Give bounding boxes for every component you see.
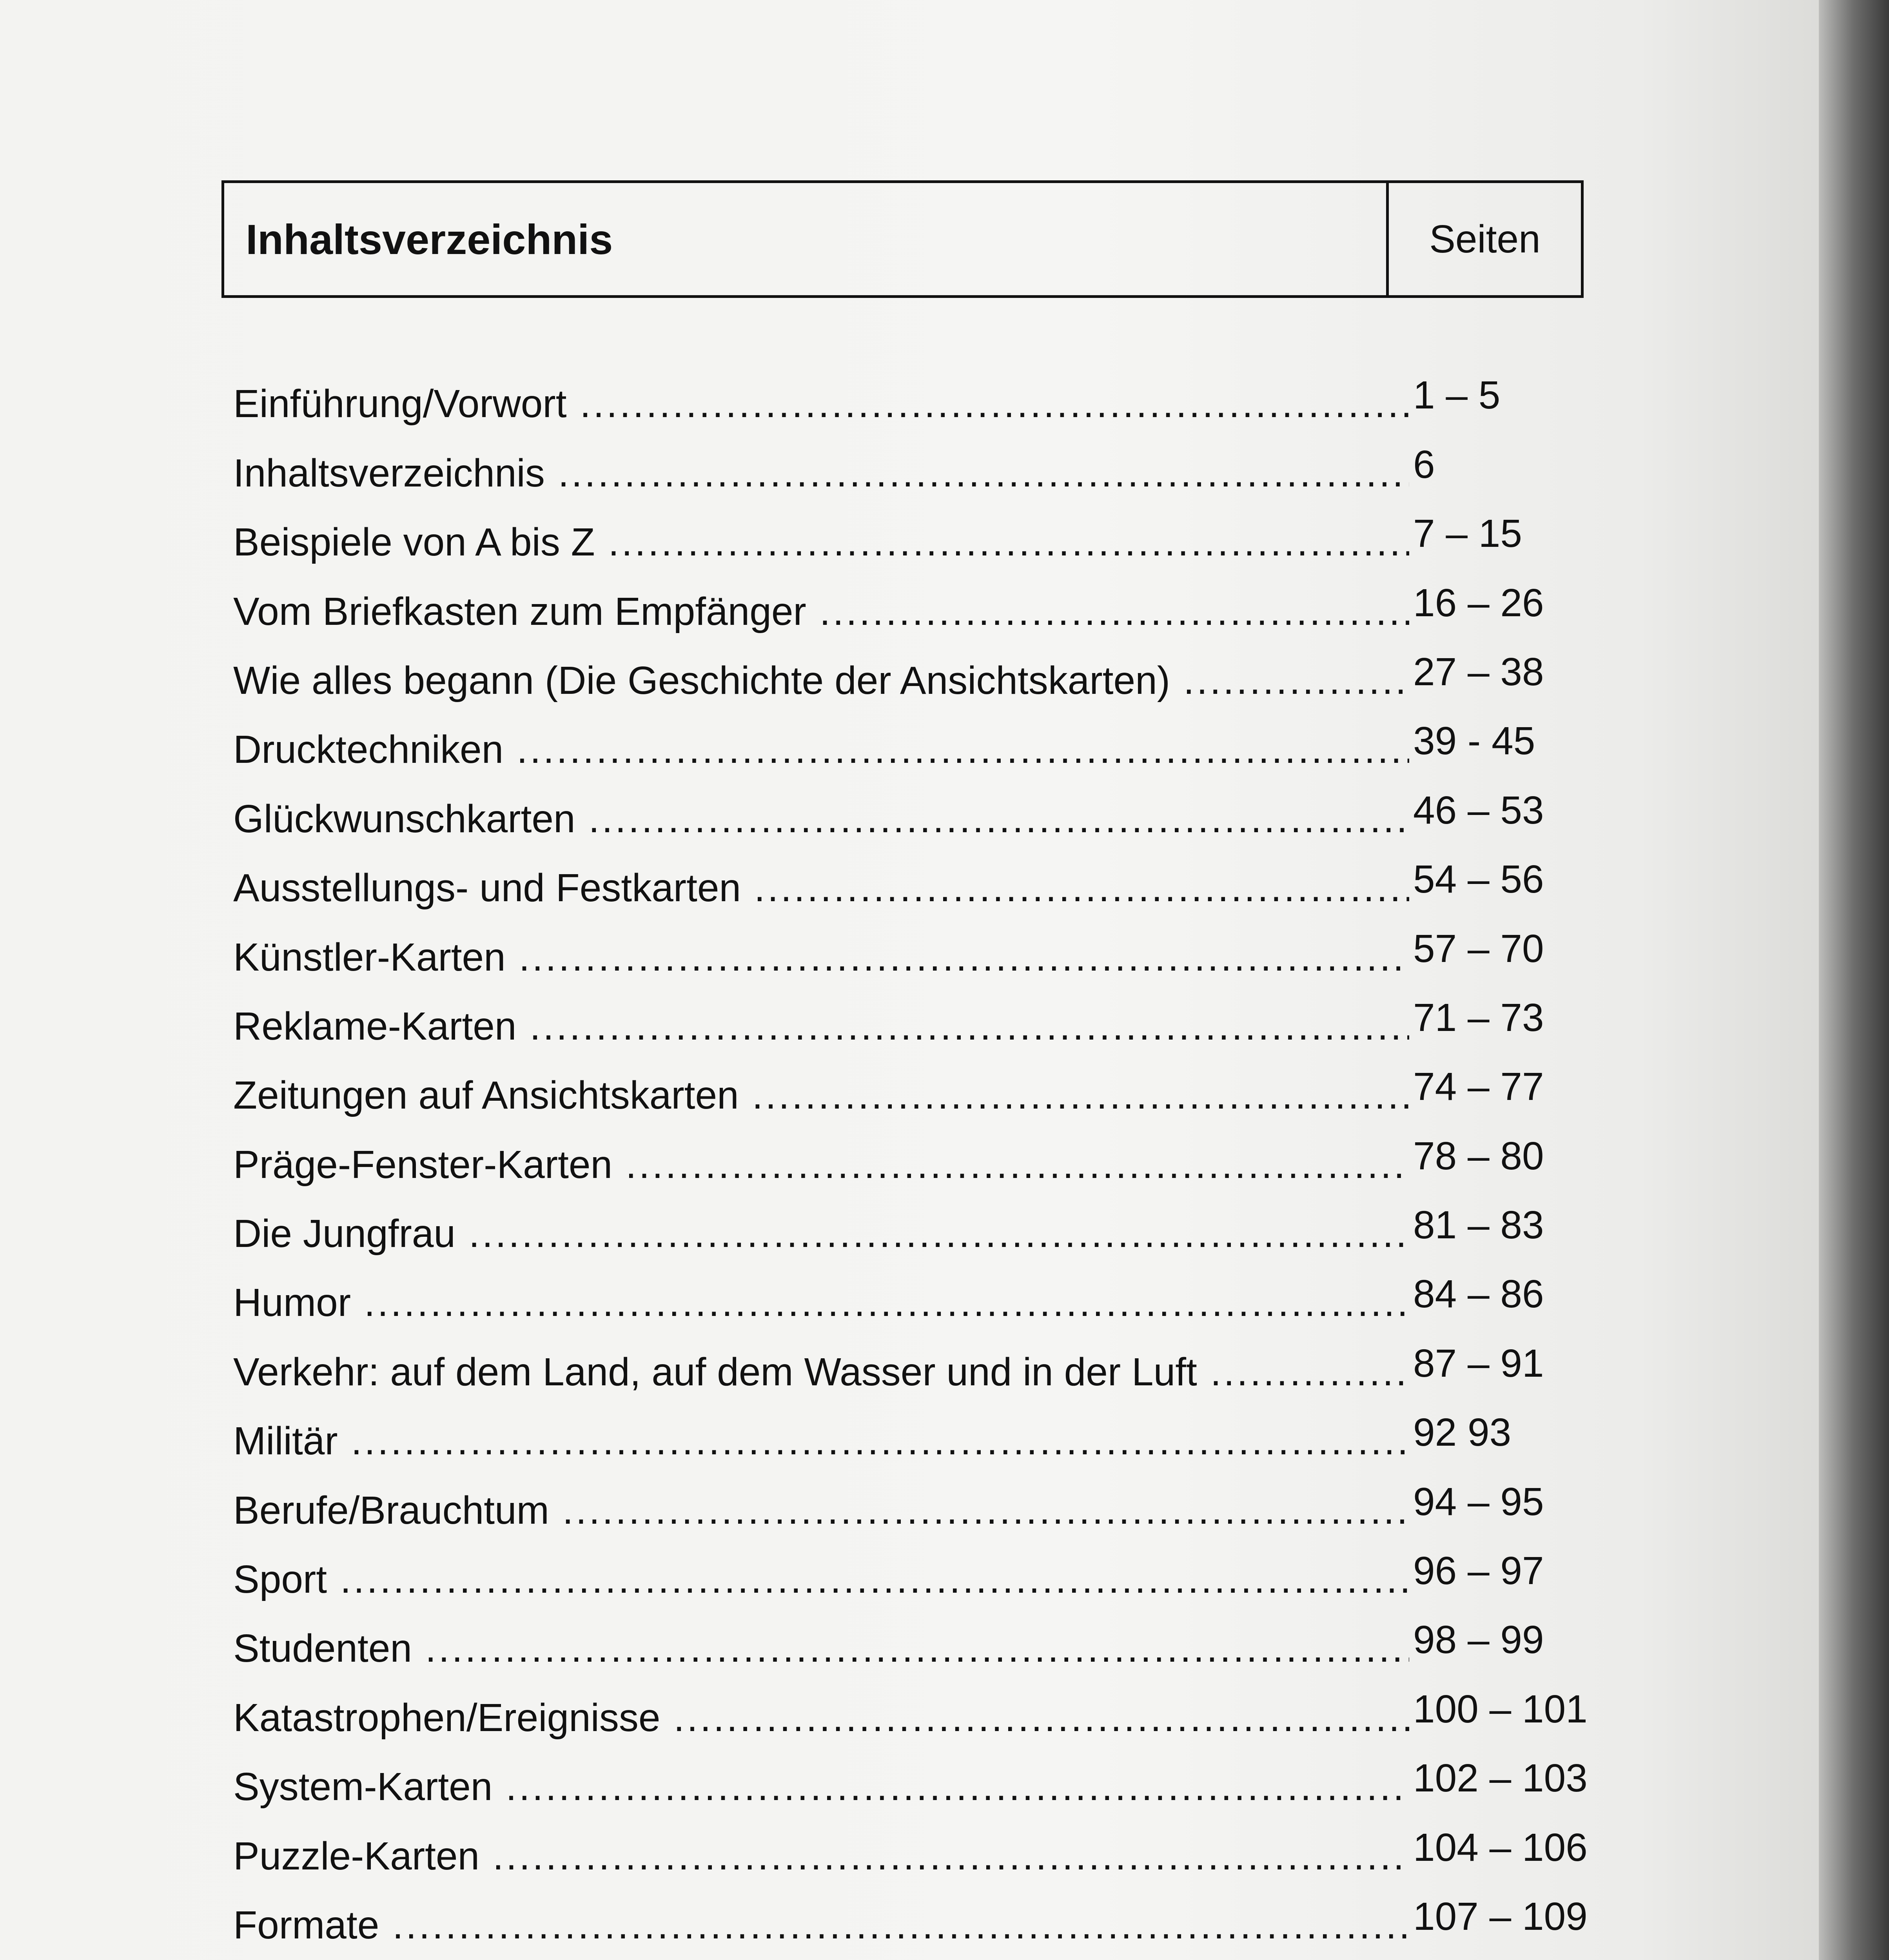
toc-entry-pages: 6 bbox=[1413, 442, 1435, 486]
toc-entry bbox=[233, 576, 1644, 645]
toc-entry-title: Vom Briefkasten zum Empfänger ..... bbox=[233, 589, 1409, 634]
toc-entry bbox=[233, 853, 1644, 922]
toc-entry-pages: 54 – 56 bbox=[1413, 857, 1544, 902]
toc-entry bbox=[233, 1682, 1644, 1751]
toc-entry bbox=[233, 1406, 1644, 1475]
toc-entry-pages: 94 – 95 bbox=[1413, 1479, 1544, 1524]
toc-entry bbox=[233, 1129, 1644, 1198]
toc-entry-pages: 16 – 26 bbox=[1413, 581, 1544, 625]
toc-entry-pages: 102 – 103 bbox=[1413, 1756, 1588, 1800]
toc-entry bbox=[233, 783, 1644, 852]
toc-entry-pages: 107 – 109 bbox=[1413, 1894, 1588, 1938]
toc-entry bbox=[233, 437, 1644, 506]
toc-header-box bbox=[221, 180, 1584, 298]
toc-entry-title: Puzzle-Karten ..... bbox=[233, 1834, 1409, 1879]
toc-entry-title: Glückwunschkarten ..... bbox=[233, 797, 1409, 842]
toc-entry-title: Künstler-Karten ..... bbox=[233, 935, 1409, 980]
toc-heading: Inhaltsverzeichnis bbox=[246, 215, 613, 263]
toc-entry bbox=[233, 368, 1644, 437]
toc-entry-title: Sport ..... bbox=[233, 1557, 1409, 1602]
toc-entry-title: Inhaltsverzeichnis ..... bbox=[233, 451, 1409, 496]
toc-entry-pages: 27 – 38 bbox=[1413, 650, 1544, 694]
toc-entry bbox=[233, 1613, 1644, 1682]
toc-entry-pages: 7 – 15 bbox=[1413, 512, 1522, 556]
toc-entry-pages: 71 – 73 bbox=[1413, 995, 1544, 1040]
toc-entry bbox=[233, 1820, 1644, 1889]
toc-entry-pages: 87 – 91 bbox=[1413, 1341, 1544, 1385]
toc-entry-pages: 1 – 5 bbox=[1413, 373, 1501, 417]
toc-entry-pages: 81 – 83 bbox=[1413, 1203, 1544, 1247]
toc-entry-title: Die Jungfrau ..... bbox=[233, 1211, 1409, 1256]
pages-column-label: Seiten bbox=[1386, 183, 1581, 295]
toc-entry-title: Zeitungen auf Ansichtskarten ..... bbox=[233, 1073, 1409, 1118]
page-edge-shadow bbox=[1819, 0, 1889, 1960]
toc-entry bbox=[233, 1890, 1644, 1959]
toc-entry-pages: 46 – 53 bbox=[1413, 788, 1544, 832]
toc-entry-pages: 98 – 99 bbox=[1413, 1618, 1544, 1662]
toc-entry-pages: 74 – 77 bbox=[1413, 1065, 1544, 1109]
toc-entry bbox=[233, 1267, 1644, 1336]
toc-entry-title: Einführung/Vorwort ..... bbox=[233, 381, 1409, 426]
toc-entry-title: Beispiele von A bis Z ..... bbox=[233, 520, 1409, 565]
toc-entry-title: Wie alles begann (Die Geschichte der Ansichtskarten) ..... bbox=[233, 658, 1409, 703]
toc-entry bbox=[233, 1751, 1644, 1820]
toc-entry bbox=[233, 714, 1644, 783]
toc-entry-pages: 78 – 80 bbox=[1413, 1134, 1544, 1178]
toc-entry bbox=[233, 1060, 1644, 1129]
toc-entry-pages: 39 - 45 bbox=[1413, 719, 1535, 763]
toc-entry-title: Verkehr: auf dem Land, auf dem Wasser und in der Luft ..... bbox=[233, 1350, 1409, 1395]
toc-entry-pages: 96 – 97 bbox=[1413, 1549, 1544, 1593]
toc-entry-title: System-Karten ..... bbox=[233, 1764, 1409, 1809]
toc-entry-pages: 104 – 106 bbox=[1413, 1825, 1588, 1869]
toc-entry-title: Ausstellungs- und Festkarten ..... bbox=[233, 866, 1409, 911]
table-of-contents bbox=[233, 368, 1644, 1960]
toc-entry bbox=[233, 991, 1644, 1060]
toc-entry-title: Militär ..... bbox=[233, 1419, 1409, 1464]
toc-entry bbox=[233, 1336, 1644, 1405]
toc-entry-title: Präge-Fenster-Karten ..... bbox=[233, 1142, 1409, 1187]
toc-entry-pages: 84 – 86 bbox=[1413, 1272, 1544, 1316]
toc-entry-title: Katastrophen/Ereignisse ..... bbox=[233, 1695, 1409, 1740]
toc-entry-pages: 100 – 101 bbox=[1413, 1687, 1588, 1731]
toc-entry-title: Drucktechniken ..... bbox=[233, 727, 1409, 772]
toc-entry-title: Berufe/Brauchtum ..... bbox=[233, 1488, 1409, 1533]
toc-entry bbox=[233, 1544, 1644, 1613]
toc-entry bbox=[233, 645, 1644, 714]
toc-entry bbox=[233, 922, 1644, 991]
toc-entry bbox=[233, 1475, 1644, 1544]
toc-entry bbox=[233, 1198, 1644, 1267]
toc-entry-title: Formate ..... bbox=[233, 1903, 1409, 1948]
toc-entry-title: Humor ..... bbox=[233, 1280, 1409, 1325]
toc-entry bbox=[233, 507, 1644, 576]
toc-entry-pages: 57 – 70 bbox=[1413, 926, 1544, 971]
toc-entry-title: Reklame-Karten ..... bbox=[233, 1004, 1409, 1049]
toc-entry-pages: 92 93 bbox=[1413, 1410, 1512, 1455]
toc-entry-title: Studenten ..... bbox=[233, 1626, 1409, 1671]
